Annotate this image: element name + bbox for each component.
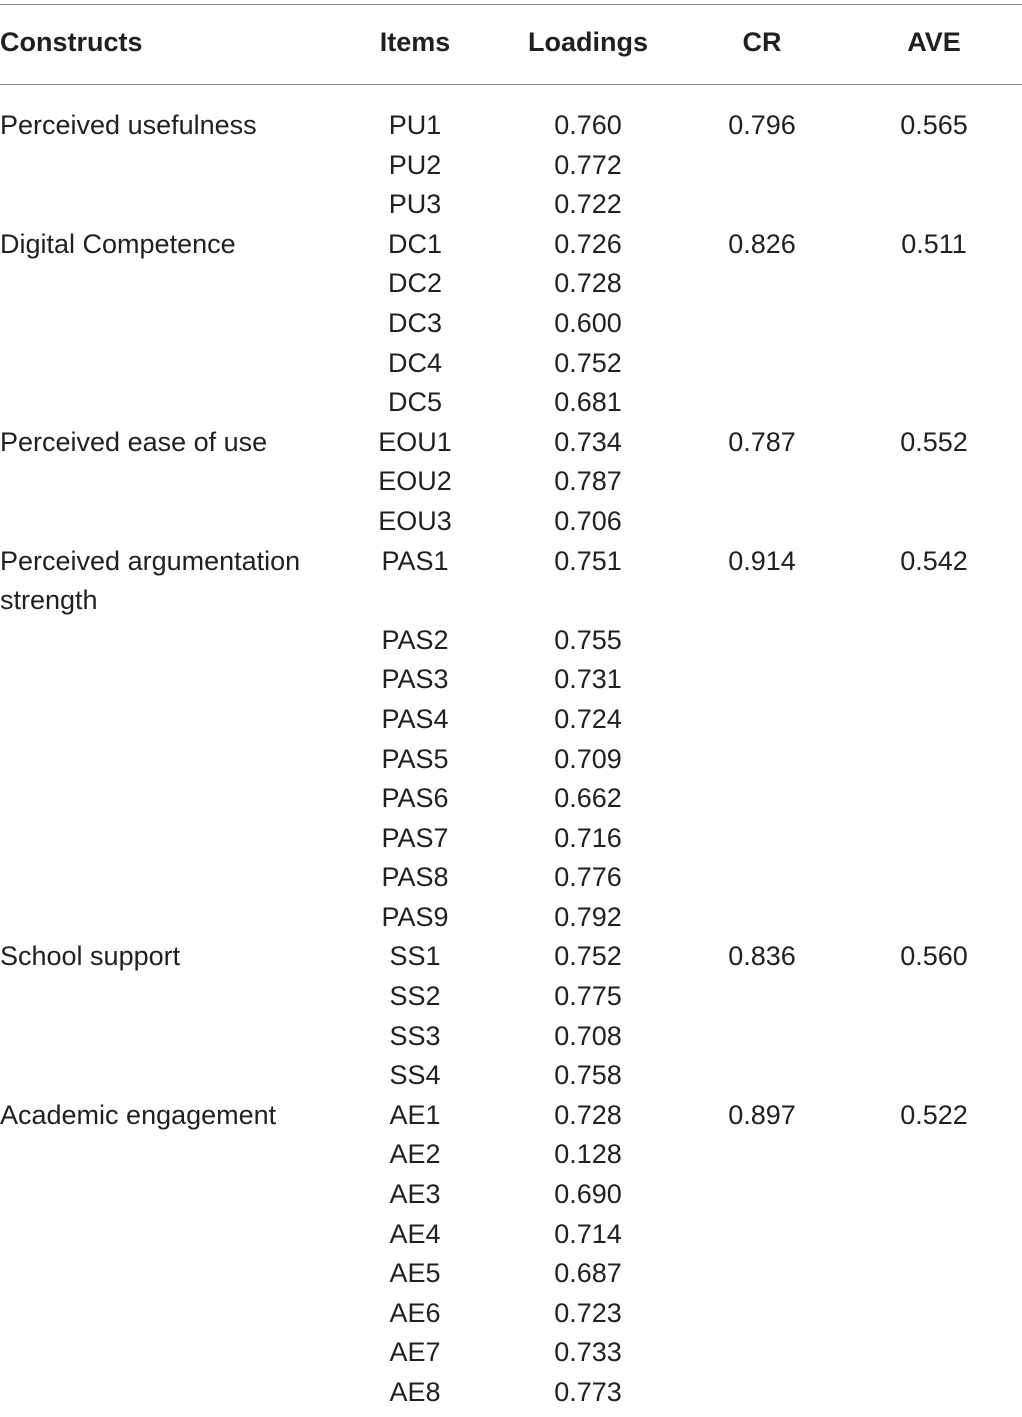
ave-cell [846, 1254, 1022, 1294]
item-cell: PAS4 [381, 703, 449, 734]
ave-cell [846, 858, 1022, 898]
header-ave: AVE [907, 27, 961, 57]
table-row [0, 106, 1022, 146]
table-row [0, 304, 1022, 344]
loading-cell: 0.755 [554, 624, 622, 655]
loading-cell: 0.722 [554, 189, 622, 220]
construct-cell [0, 1215, 332, 1255]
ave-cell [846, 502, 1022, 542]
table-row [0, 740, 1022, 780]
loading-cell: 0.724 [554, 703, 622, 734]
item-cell: SS1 [389, 941, 441, 972]
item-cell: AE5 [389, 1258, 441, 1289]
construct-cell [0, 185, 332, 225]
ave-cell: 0.542 [900, 545, 968, 576]
header-constructs: Constructs [0, 27, 143, 57]
construct-cell [0, 1294, 332, 1334]
cr-cell: 0.787 [728, 426, 796, 457]
construct-cell: Perceived ease of use [0, 426, 268, 457]
item-cell: AE7 [389, 1337, 441, 1368]
table-row [0, 344, 1022, 384]
item-cell: AE1 [389, 1099, 441, 1130]
construct-cell [0, 898, 332, 938]
loading-cell: 0.775 [554, 981, 622, 1012]
item-cell: PAS2 [381, 624, 449, 655]
item-cell: EOU2 [378, 466, 452, 497]
cr-cell [678, 898, 846, 938]
ave-cell [846, 700, 1022, 740]
header-loadings: Loadings [528, 27, 648, 57]
cr-cell: 0.914 [728, 545, 796, 576]
ave-cell [846, 1017, 1022, 1057]
table-row [0, 1254, 1022, 1294]
loading-cell: 0.728 [554, 268, 622, 299]
loading-cell: 0.751 [554, 545, 622, 576]
loading-cell: 0.752 [554, 347, 622, 378]
item-cell: EOU3 [378, 505, 452, 536]
item-cell: DC1 [387, 228, 442, 259]
loading-cell: 0.723 [554, 1297, 622, 1328]
construct-cell [0, 1175, 332, 1215]
loading-cell: 0.776 [554, 862, 622, 893]
ave-cell: 0.565 [900, 110, 968, 140]
table-row [0, 1175, 1022, 1215]
cr-cell [678, 1056, 846, 1096]
ave-cell: 0.522 [900, 1099, 968, 1130]
table-row [0, 1373, 1022, 1413]
construct-cell [0, 700, 332, 740]
ave-cell [846, 621, 1022, 661]
table-row [0, 1056, 1022, 1096]
cr-cell [678, 1135, 846, 1175]
item-cell: PAS3 [381, 664, 449, 695]
construct-cell [0, 779, 332, 819]
table-row [0, 146, 1022, 186]
construct-cell: Perceived argumentation strength [0, 545, 301, 616]
item-cell: AE4 [389, 1218, 441, 1249]
item-cell: PAS5 [381, 743, 449, 774]
table-row [0, 700, 1022, 740]
item-cell: SS2 [389, 981, 441, 1012]
loading-cell: 0.708 [554, 1020, 622, 1051]
loading-cell: 0.687 [554, 1258, 622, 1289]
ave-cell [846, 185, 1022, 225]
construct-cell [0, 819, 332, 859]
table-row [0, 462, 1022, 502]
cr-cell [678, 344, 846, 384]
construct-cell [0, 621, 332, 661]
item-cell: PU1 [388, 110, 442, 140]
cr-cell [678, 1254, 846, 1294]
item-cell: AE6 [389, 1297, 441, 1328]
construct-cell [0, 1254, 332, 1294]
construct-cell [0, 146, 332, 186]
table-row [0, 819, 1022, 859]
table-row [0, 660, 1022, 700]
construct-cell [0, 304, 332, 344]
cr-cell [678, 740, 846, 780]
ave-cell: 0.560 [900, 941, 968, 972]
cr-cell [678, 304, 846, 344]
cr-cell [678, 264, 846, 304]
table-body [0, 85, 1022, 1413]
table-row [0, 1333, 1022, 1373]
item-cell: AE8 [389, 1377, 441, 1407]
ave-cell [846, 1135, 1022, 1175]
construct-cell [0, 264, 332, 304]
cr-cell [678, 819, 846, 859]
construct-cell [0, 344, 332, 384]
construct-cell: School support [0, 941, 181, 972]
loading-cell: 0.600 [554, 307, 622, 338]
cr-cell [678, 977, 846, 1017]
table-row [0, 779, 1022, 819]
header-spacer [0, 85, 1022, 106]
loading-cell: 0.128 [554, 1139, 622, 1170]
cr-cell [678, 502, 846, 542]
construct-cell [0, 383, 332, 423]
ave-cell [846, 819, 1022, 859]
table-row [0, 1135, 1022, 1175]
loading-cell: 0.760 [554, 110, 622, 140]
item-cell: EOU1 [378, 426, 452, 457]
construct-cell [0, 660, 332, 700]
construct-cell [0, 1056, 332, 1096]
cr-cell [678, 700, 846, 740]
construct-cell [0, 858, 332, 898]
construct-cell: Academic engagement [0, 1099, 277, 1130]
loading-cell: 0.792 [554, 901, 622, 932]
loading-cell: 0.733 [554, 1337, 622, 1368]
table-row [0, 1294, 1022, 1334]
item-cell: SS4 [389, 1060, 441, 1091]
item-cell: PAS1 [381, 545, 449, 576]
cr-cell [678, 1333, 846, 1373]
ave-cell [846, 383, 1022, 423]
table-row [0, 621, 1022, 661]
cr-cell [678, 621, 846, 661]
loading-cell: 0.706 [554, 505, 622, 536]
cr-cell: 0.796 [728, 110, 796, 140]
cr-cell [678, 1215, 846, 1255]
construct-cell [0, 462, 332, 502]
ave-cell [846, 1294, 1022, 1334]
loading-cell: 0.716 [554, 822, 622, 853]
construct-cell [0, 1333, 332, 1373]
construct-cell [0, 1135, 332, 1175]
ave-cell [846, 898, 1022, 938]
item-cell: DC3 [387, 307, 442, 338]
item-cell: PAS9 [381, 901, 449, 932]
ave-cell [846, 660, 1022, 700]
cr-cell [678, 1294, 846, 1334]
ave-cell [846, 1175, 1022, 1215]
loading-cell: 0.787 [554, 466, 622, 497]
ave-cell [846, 779, 1022, 819]
construct-cell [0, 1017, 332, 1057]
item-cell: DC5 [387, 387, 442, 418]
loading-cell: 0.726 [554, 228, 622, 259]
loading-cell: 0.758 [554, 1060, 622, 1091]
item-cell: SS3 [389, 1020, 441, 1051]
construct-cell [0, 502, 332, 542]
table-row [0, 858, 1022, 898]
cr-cell [678, 1175, 846, 1215]
cr-cell: 0.826 [728, 228, 796, 259]
table-row [0, 383, 1022, 423]
item-cell: AE3 [389, 1179, 441, 1210]
table-row [0, 185, 1022, 225]
cr-cell [678, 779, 846, 819]
construct-cell: Digital Competence [0, 228, 236, 259]
ave-cell [846, 344, 1022, 384]
loading-cell: 0.709 [554, 743, 622, 774]
loading-cell: 0.734 [554, 426, 622, 457]
loading-cell: 0.752 [554, 941, 622, 972]
table-row [0, 264, 1022, 304]
item-cell: DC2 [387, 268, 442, 299]
table-row [0, 1215, 1022, 1255]
cr-cell [678, 462, 846, 502]
ave-cell [846, 146, 1022, 186]
ave-cell [846, 1373, 1022, 1413]
item-cell: PU3 [388, 189, 442, 220]
loading-cell: 0.662 [554, 783, 622, 814]
ave-cell [846, 740, 1022, 780]
loading-cell: 0.681 [554, 387, 622, 418]
table-row [0, 542, 1022, 621]
construct-cell [0, 740, 332, 780]
loading-cell: 0.731 [554, 664, 622, 695]
item-cell: PU2 [388, 149, 442, 180]
header-items: Items [379, 27, 451, 57]
cr-cell [678, 383, 846, 423]
ave-cell: 0.511 [901, 228, 967, 259]
item-cell: PAS7 [381, 822, 449, 853]
table-row [0, 225, 1022, 265]
table-row [0, 423, 1022, 463]
ave-cell [846, 1056, 1022, 1096]
ave-cell [846, 264, 1022, 304]
table-row [0, 898, 1022, 938]
construct-cell: Perceived usefulness [0, 110, 257, 140]
table-row [0, 502, 1022, 542]
cr-cell [678, 858, 846, 898]
item-cell: PAS8 [381, 862, 449, 893]
loading-cell: 0.714 [554, 1218, 622, 1249]
cr-cell [678, 1017, 846, 1057]
ave-cell [846, 304, 1022, 344]
header-cr: CR [742, 27, 782, 57]
ave-cell [846, 1333, 1022, 1373]
table-row [0, 937, 1022, 977]
cr-cell [678, 146, 846, 186]
cr-cell: 0.897 [728, 1099, 796, 1130]
loading-cell: 0.773 [554, 1377, 622, 1407]
table-row [0, 1096, 1022, 1136]
construct-cell [0, 977, 332, 1017]
cr-cell: 0.836 [728, 941, 796, 972]
ave-cell: 0.552 [900, 426, 968, 457]
ave-cell [846, 462, 1022, 502]
item-cell: AE2 [389, 1139, 441, 1170]
table-row [0, 1017, 1022, 1057]
cr-cell [678, 185, 846, 225]
cr-cell [678, 1373, 846, 1413]
ave-cell [846, 1215, 1022, 1255]
cr-cell [678, 660, 846, 700]
header-row [0, 0, 1022, 85]
loading-cell: 0.728 [554, 1099, 622, 1130]
ave-cell [846, 977, 1022, 1017]
item-cell: DC4 [387, 347, 442, 378]
item-cell: PAS6 [381, 783, 449, 814]
loading-cell: 0.690 [554, 1179, 622, 1210]
construct-cell [0, 1373, 332, 1413]
loading-cell: 0.772 [554, 149, 622, 180]
table-row [0, 977, 1022, 1017]
